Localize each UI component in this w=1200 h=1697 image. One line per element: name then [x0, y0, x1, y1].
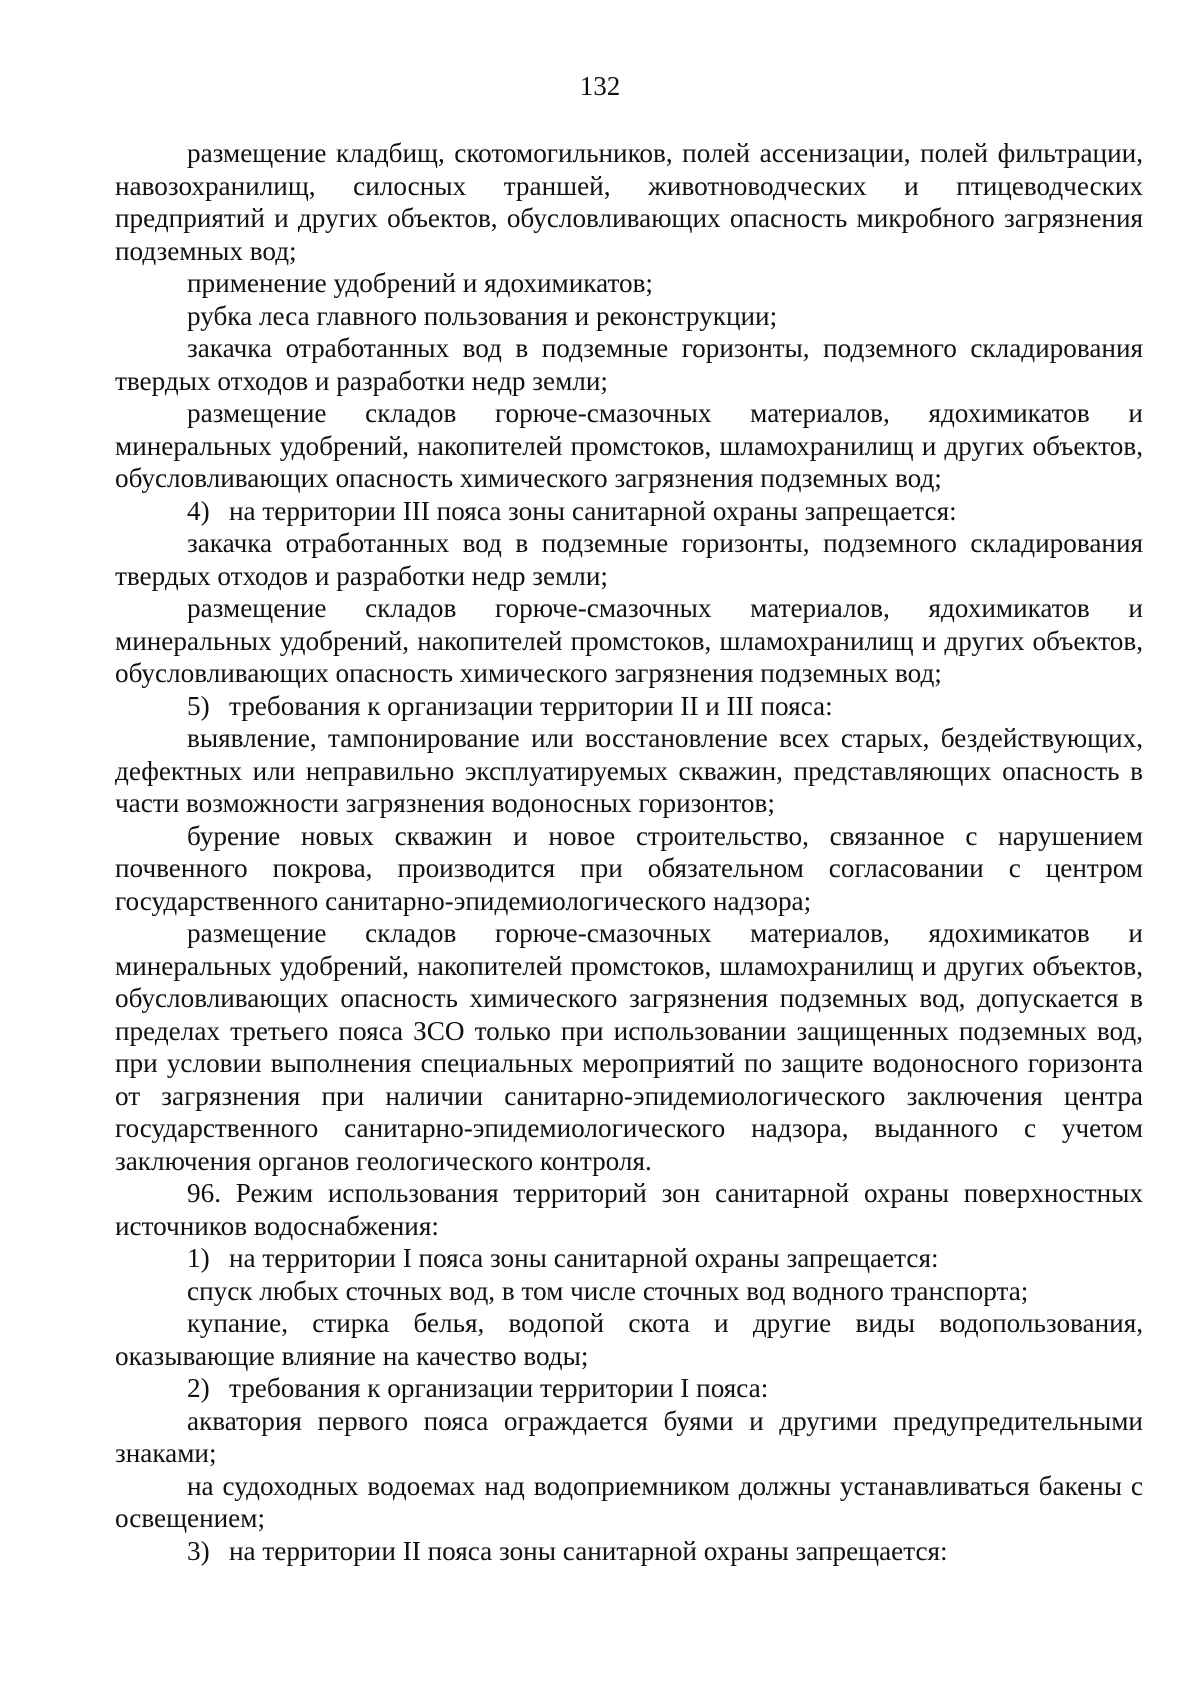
list-item — [115, 495, 1143, 528]
list-item-text: на территории II пояса зоны санитарной охраны запрещается: — [229, 1535, 948, 1566]
paragraph: 96. Режим использования территорий зон санитарной охраны поверхностных источников водоснабжения: — [115, 1178, 1143, 1241]
list-item-number: 1) — [187, 1243, 210, 1273]
list-item — [115, 1535, 1143, 1568]
list-item-text: на территории I пояса зоны санитарной охраны запрещается: — [229, 1243, 939, 1273]
list-item-text: требования к организации территории I пояса: — [229, 1373, 769, 1403]
paragraph: выявление, тампонирование или восстановление всех старых, бездействующих, дефектных или неправильно эксплуатируемых скважин, представляющих опасность в части возможности загрязнения водоносных горизонтов; — [115, 723, 1143, 818]
list-item-number: 4) — [187, 495, 210, 526]
list-item-number: 2) — [187, 1373, 210, 1403]
paragraph: размещение кладбищ, скотомогильников, полей ассенизации, полей фильтрации, навозохранилищ, силосных траншей, животноводческих и птицеводческих предприятий и других объектов, обусловливающих опасность микробного загрязнения подземных вод; — [115, 138, 1143, 266]
paragraph: купание, стирка белья, водопой скота и другие виды водопользования, оказывающие влияние на качество воды; — [115, 1308, 1143, 1371]
paragraph: спуск любых сточных вод, в том числе сточных вод водного транспорта; — [187, 1275, 1029, 1306]
paragraph: размещение складов горюче-смазочных материалов, ядохимикатов и минеральных удобрений, накопителей промстоков, шламохранилищ и других объектов, обусловливающих опасность химического загрязнения подземных вод; — [115, 398, 1143, 493]
paragraph: акватория первого пояса ограждается буями и другими предупредительными знаками; — [115, 1405, 1143, 1468]
list-item-text: на территории III пояса зоны санитарной охраны запрещается: — [229, 495, 957, 526]
list-item — [115, 1372, 1143, 1405]
paragraph: применение удобрений и ядохимикатов; — [187, 268, 653, 298]
paragraph: на судоходных водоемах над водоприемником должны устанавливаться бакены с освещением; — [115, 1470, 1143, 1533]
paragraph: размещение складов горюче-смазочных материалов, ядохимикатов и минеральных удобрений, накопителей промстоков, шламохранилищ и других объектов, обусловливающих опасность химического загрязнения подземных вод, допускается в пределах третьего пояса ЗСО только при использовании защищенных подземных вод, при условии выполнения специальных мероприятий по защите водоносного горизонта от загрязнения при наличии санитарно-эпидемиологического заключения центра государственного санитарно-эпидемиологического надзора, выданного с учетом заключения органов геологического контроля. — [115, 918, 1143, 1176]
list-item-number: 3) — [187, 1535, 210, 1566]
list-item — [115, 690, 1143, 723]
paragraph: бурение новых скважин и новое строительство, связанное с нарушением почвенного покрова, производится при обязательном согласовании с центром государственного санитарно-эпидемиологического надзора; — [115, 820, 1143, 916]
document-body — [115, 137, 1143, 1567]
paragraph: размещение складов горюче-смазочных материалов, ядохимикатов и минеральных удобрений, накопителей промстоков, шламохранилищ и других объектов, обусловливающих опасность химического загрязнения подземных вод; — [115, 593, 1143, 688]
list-item-text: требования к организации территории II и III пояса: — [229, 690, 833, 721]
list-item — [115, 1242, 1143, 1275]
page-number: 132 — [579, 71, 621, 101]
paragraph: закачка отработанных вод в подземные горизонты, подземного складирования твердых отходов и разработки недр земли; — [115, 333, 1143, 396]
list-item-number: 5) — [187, 690, 210, 721]
paragraph: закачка отработанных вод в подземные горизонты, подземного складирования твердых отходов и разработки недр земли; — [115, 528, 1143, 591]
paragraph: рубка леса главного пользования и реконструкции; — [187, 300, 778, 331]
